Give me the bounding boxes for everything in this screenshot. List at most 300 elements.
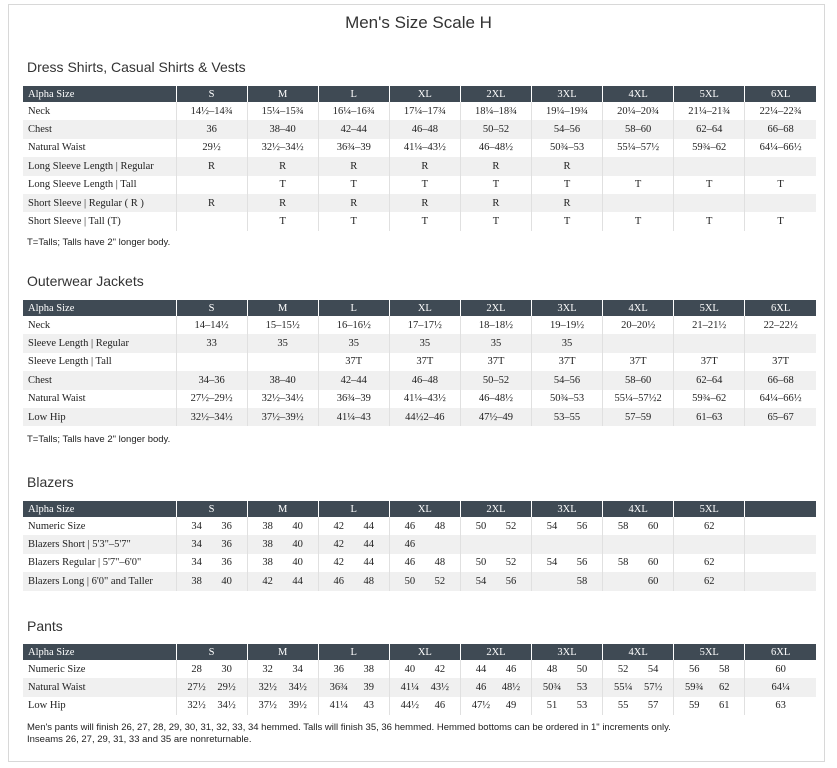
size-cell: 55¼–57½ <box>603 139 674 157</box>
table-row <box>23 517 816 535</box>
column-header-size: 5XL <box>674 644 745 660</box>
size-value: 52 <box>434 575 446 587</box>
size-cell <box>247 554 318 572</box>
size-cell <box>531 517 602 535</box>
size-value: 49 <box>505 700 517 712</box>
size-value: 56 <box>505 575 517 587</box>
size-value: 62 <box>718 682 730 694</box>
size-cell: 37T <box>745 353 816 371</box>
column-header-alpha-size: Alpha Size <box>23 86 176 102</box>
size-value: 48 <box>434 557 446 569</box>
column-header-size: L <box>318 300 389 316</box>
column-header-size: XL <box>389 300 460 316</box>
size-value: 56 <box>576 520 588 532</box>
size-cell <box>531 678 602 696</box>
size-value: 61 <box>718 700 730 712</box>
size-cell: R <box>247 157 318 175</box>
size-cell <box>389 660 460 678</box>
size-value: 43 <box>363 700 374 712</box>
row-label: Neck <box>28 105 51 117</box>
column-header-size: L <box>318 86 389 102</box>
size-cell: 19¼–19¾ <box>531 102 602 120</box>
table-row <box>23 139 816 157</box>
size-cell: 16–16½ <box>318 316 389 334</box>
size-cell <box>389 554 460 572</box>
size-cell: T <box>603 176 674 194</box>
column-header-size: 4XL <box>603 644 674 660</box>
size-cell: 58–60 <box>603 120 674 138</box>
row-label: Blazers Short | 5'3"–5'7" <box>23 535 176 553</box>
size-cell <box>674 157 745 175</box>
size-value: 42 <box>262 575 273 587</box>
size-cell: 65–67 <box>745 408 816 426</box>
size-cell: 50¾–53 <box>531 390 602 408</box>
size-value: 51 <box>546 700 558 712</box>
size-value: 32½ <box>187 700 206 712</box>
size-cell: 32½–34½ <box>247 390 318 408</box>
pants-size-table <box>23 644 816 715</box>
column-header-size <box>745 501 816 517</box>
size-value: 55 <box>617 700 629 712</box>
size-cell <box>460 678 531 696</box>
size-cell: 33 <box>176 334 247 352</box>
size-value: 41¼ <box>329 700 348 712</box>
size-cell <box>531 572 602 590</box>
size-cell <box>603 194 674 212</box>
row-label: Sleeve Length | Regular <box>23 334 176 352</box>
size-cell: 37T <box>531 353 602 371</box>
size-cell <box>247 535 318 553</box>
size-value: 48 <box>363 575 374 587</box>
size-cell: 64¼–66½ <box>745 139 816 157</box>
size-cell: 35 <box>247 334 318 352</box>
size-cell: T <box>531 176 602 194</box>
size-value: 62 <box>703 557 715 569</box>
size-cell: 35 <box>389 334 460 352</box>
size-cell: R <box>247 194 318 212</box>
size-cell: R <box>318 194 389 212</box>
table-row <box>23 678 816 696</box>
size-cell: 37T <box>460 353 531 371</box>
size-value: 29½ <box>217 682 236 694</box>
row-label: Short Sleeve | Regular ( R ) <box>23 194 176 212</box>
row-label: Sleeve Length | Tall <box>28 356 112 368</box>
table-row <box>23 535 816 553</box>
size-cell: R <box>460 194 531 212</box>
column-header-size: 2XL <box>460 644 531 660</box>
size-cell <box>603 334 674 352</box>
size-cell <box>318 678 389 696</box>
size-cell: R <box>389 194 460 212</box>
shirts-note: T=Talls; Talls have 2" longer body. <box>27 237 171 248</box>
size-cell: 37T <box>318 353 389 371</box>
size-value: 58 <box>617 557 629 569</box>
size-value <box>542 576 562 587</box>
size-value: 44 <box>363 557 374 569</box>
size-cell <box>603 572 674 590</box>
pants-note-line-2: Inseams 26, 27, 29, 31, 33 and 35 are nonreturnable. <box>27 734 252 745</box>
size-value: 53 <box>576 682 588 694</box>
size-cell <box>460 517 531 535</box>
size-cell: 19–19½ <box>531 316 602 334</box>
size-value: 50 <box>576 663 588 675</box>
size-value: 44 <box>475 663 487 675</box>
size-cell: 20¼–20¾ <box>603 102 674 120</box>
size-cell <box>176 212 247 230</box>
size-cell: T <box>389 176 460 194</box>
size-cell: 42–44 <box>318 120 389 138</box>
size-cell <box>745 157 816 175</box>
row-label: Numeric Size <box>28 663 86 675</box>
column-header-size: 6XL <box>745 644 816 660</box>
column-header-size: 5XL <box>674 501 745 517</box>
size-value: 39½ <box>288 700 307 712</box>
size-cell: 55¼–57½2 <box>603 390 674 408</box>
size-value <box>613 576 633 587</box>
size-value: 42 <box>333 557 344 569</box>
size-value: 42 <box>434 663 446 675</box>
column-header-size: 4XL <box>603 501 674 517</box>
size-cell <box>176 678 247 696</box>
table-row <box>23 660 816 678</box>
size-cell <box>745 517 816 535</box>
page-title: Men's Size Scale H <box>345 13 492 32</box>
row-label: Natural Waist <box>23 678 176 696</box>
size-cell <box>318 535 389 553</box>
size-value: 54 <box>475 575 487 587</box>
table-row <box>23 697 816 715</box>
table-row <box>23 554 816 572</box>
size-cell: 66–68 <box>745 371 816 389</box>
size-value: 42 <box>333 539 344 551</box>
size-cell <box>389 572 460 590</box>
size-cell: T <box>745 212 816 230</box>
size-cell: 50–52 <box>460 371 531 389</box>
row-label: Blazers Regular | 5'7"–6'0" <box>28 557 142 569</box>
row-label: Low Hip <box>23 408 176 426</box>
size-cell <box>318 660 389 678</box>
size-cell <box>745 697 816 715</box>
size-cell: 37½–39½ <box>247 408 318 426</box>
column-header-size: 2XL <box>460 501 531 517</box>
column-header-size: 4XL <box>603 86 674 102</box>
size-cell: R <box>460 157 531 175</box>
size-cell: T <box>674 176 745 194</box>
column-header-size: XL <box>389 501 460 517</box>
size-value: 40 <box>292 520 303 532</box>
size-cell: 37T <box>389 353 460 371</box>
size-cell: 50¾–53 <box>531 139 602 157</box>
size-value: 34 <box>191 539 202 551</box>
size-cell: T <box>745 176 816 194</box>
size-value: 32 <box>262 663 273 675</box>
table-row <box>23 120 816 138</box>
table-row <box>23 157 816 175</box>
table-row <box>23 102 816 120</box>
size-cell: 46–48 <box>389 120 460 138</box>
table-row <box>23 390 816 408</box>
size-value: 55¼ <box>613 682 633 694</box>
size-value: 34 <box>292 663 303 675</box>
row-label: Long Sleeve Length | Tall <box>28 179 137 191</box>
size-value: 30 <box>221 663 232 675</box>
outerwear-size-table <box>23 300 816 426</box>
size-cell: 53–55 <box>531 408 602 426</box>
header-row <box>23 300 816 316</box>
column-header-size: XL <box>389 644 460 660</box>
size-value: 60 <box>775 663 786 675</box>
row-label: Long Sleeve Length | Regular <box>23 157 176 175</box>
column-header-size: S <box>176 501 247 517</box>
column-header-alpha-size: Alpha Size <box>23 644 176 660</box>
size-cell: T <box>247 176 318 194</box>
size-value <box>430 539 450 550</box>
size-cell: 17¼–17¾ <box>389 102 460 120</box>
size-cell: 64¼–66½ <box>745 390 816 408</box>
size-value: 48 <box>546 663 558 675</box>
size-value: 36 <box>221 539 232 551</box>
size-cell <box>389 697 460 715</box>
size-cell: 38–40 <box>247 120 318 138</box>
size-cell <box>531 660 602 678</box>
size-cell: R <box>318 157 389 175</box>
size-value: 50 <box>475 520 487 532</box>
size-value: 58 <box>718 663 730 675</box>
size-cell <box>745 678 816 696</box>
shirts-size-table <box>23 86 816 231</box>
size-cell: 35 <box>460 334 531 352</box>
size-value: 50¾ <box>542 682 562 694</box>
size-cell <box>176 176 247 194</box>
size-cell: R <box>531 194 602 212</box>
column-header-size: 3XL <box>531 86 602 102</box>
size-cell <box>674 554 745 572</box>
size-cell: 34–36 <box>176 371 247 389</box>
size-value: 42 <box>333 520 344 532</box>
section-title-blazers: Blazers <box>27 474 74 490</box>
size-cell <box>247 572 318 590</box>
size-cell <box>318 554 389 572</box>
size-cell <box>745 334 816 352</box>
size-cell: 35 <box>531 334 602 352</box>
size-value: 52 <box>505 557 517 569</box>
size-value: 62 <box>703 575 715 587</box>
size-cell: 57–59 <box>603 408 674 426</box>
size-cell <box>674 194 745 212</box>
size-value: 27½ <box>187 682 206 694</box>
size-value: 56 <box>688 663 700 675</box>
size-value: 46 <box>333 575 344 587</box>
size-value: 63 <box>775 700 786 712</box>
size-value: 46 <box>404 520 416 532</box>
size-cell: 37T <box>603 353 674 371</box>
size-cell: 27½–29½ <box>176 390 247 408</box>
size-cell: R <box>389 157 460 175</box>
column-header-size: 4XL <box>603 300 674 316</box>
size-value: 43½ <box>430 682 450 694</box>
size-value: 58 <box>576 575 588 587</box>
size-cell: 54–56 <box>531 371 602 389</box>
size-cell <box>460 572 531 590</box>
size-cell: 66–68 <box>745 120 816 138</box>
column-header-size: M <box>247 300 318 316</box>
table-row <box>23 316 816 334</box>
size-value: 38 <box>262 520 273 532</box>
section-title-outerwear: Outerwear Jackets <box>27 273 144 289</box>
size-value: 36¾ <box>329 682 348 694</box>
header-row <box>23 86 816 102</box>
row-label: Natural Waist <box>28 142 86 154</box>
size-value: 36 <box>333 663 344 675</box>
row-label: Neck <box>28 319 51 331</box>
size-cell <box>603 517 674 535</box>
size-cell: R <box>531 157 602 175</box>
size-value: 38 <box>262 539 273 551</box>
size-value: 60 <box>647 520 659 532</box>
column-header-size: 3XL <box>531 300 602 316</box>
column-header-size: 3XL <box>531 644 602 660</box>
size-value: 64¼ <box>771 682 790 694</box>
size-cell: 16¼–16¾ <box>318 102 389 120</box>
size-cell: 18¼–18¾ <box>460 102 531 120</box>
size-cell: 22–22½ <box>745 316 816 334</box>
size-cell: 35 <box>318 334 389 352</box>
column-header-size: 2XL <box>460 300 531 316</box>
size-cell <box>603 697 674 715</box>
size-value: 60 <box>647 575 659 587</box>
size-cell <box>389 678 460 696</box>
column-header-alpha-size: Alpha Size <box>23 501 176 517</box>
size-cell <box>674 517 745 535</box>
size-cell: 36 <box>176 120 247 138</box>
size-value: 62 <box>703 520 715 532</box>
size-value: 48½ <box>501 682 521 694</box>
size-cell <box>176 660 247 678</box>
size-value: 36 <box>221 520 232 532</box>
size-value: 38 <box>191 575 202 587</box>
size-cell <box>318 697 389 715</box>
size-cell: T <box>247 212 318 230</box>
size-cell: 32½–34½ <box>247 139 318 157</box>
size-value: 46 <box>475 682 487 694</box>
size-cell <box>674 334 745 352</box>
size-cell: 32½–34½ <box>176 408 247 426</box>
size-cell: 61–63 <box>674 408 745 426</box>
size-cell <box>745 194 816 212</box>
size-cell: T <box>318 176 389 194</box>
size-value: 41¼ <box>400 682 420 694</box>
size-value: 46 <box>505 663 517 675</box>
size-cell <box>176 353 247 371</box>
size-cell: 46–48½ <box>460 390 531 408</box>
row-label: Chest <box>23 120 176 138</box>
size-cell <box>674 660 745 678</box>
column-header-size: S <box>176 300 247 316</box>
size-cell: 21¼–21¾ <box>674 102 745 120</box>
size-cell: 42–44 <box>318 371 389 389</box>
table-row <box>23 212 816 230</box>
size-cell <box>674 697 745 715</box>
size-cell: 36¾–39 <box>318 139 389 157</box>
size-cell <box>674 678 745 696</box>
size-cell <box>318 517 389 535</box>
size-value: 54 <box>647 663 659 675</box>
size-value: 34 <box>191 520 202 532</box>
size-cell <box>389 535 460 553</box>
size-value: 52 <box>617 663 629 675</box>
size-value: 48 <box>434 520 446 532</box>
size-cell: 62–64 <box>674 371 745 389</box>
size-value: 34 <box>191 557 202 569</box>
size-cell <box>460 660 531 678</box>
size-cell: 62–64 <box>674 120 745 138</box>
size-cell <box>745 554 816 572</box>
section-title-pants: Pants <box>27 618 63 634</box>
size-cell <box>603 535 674 553</box>
size-value: 57 <box>647 700 659 712</box>
size-cell: 38–40 <box>247 371 318 389</box>
size-cell <box>674 535 745 553</box>
size-value: 50 <box>475 557 487 569</box>
size-cell: 54–56 <box>531 120 602 138</box>
size-cell <box>247 678 318 696</box>
size-cell: 44½2–46 <box>389 408 460 426</box>
column-header-size: M <box>247 501 318 517</box>
column-header-size: M <box>247 644 318 660</box>
size-cell: 20–20½ <box>603 316 674 334</box>
column-header-size: 5XL <box>674 86 745 102</box>
size-value: 44 <box>292 575 303 587</box>
column-header-size: 6XL <box>745 300 816 316</box>
header-row <box>23 501 816 517</box>
size-cell: R <box>176 194 247 212</box>
size-value: 56 <box>576 557 588 569</box>
size-cell: 46–48½ <box>460 139 531 157</box>
size-value: 46 <box>404 539 416 551</box>
size-value: 53 <box>576 700 588 712</box>
size-cell <box>247 660 318 678</box>
size-cell <box>603 157 674 175</box>
size-value: 59 <box>688 700 700 712</box>
column-header-alpha-size: Alpha Size <box>23 300 176 316</box>
size-cell: T <box>531 212 602 230</box>
header-row <box>23 644 816 660</box>
section-title-shirts: Dress Shirts, Casual Shirts & Vests <box>27 59 246 75</box>
size-cell: T <box>603 212 674 230</box>
size-cell: 15¼–15¾ <box>247 102 318 120</box>
size-cell: T <box>674 212 745 230</box>
outerwear-note: T=Talls; Talls have 2" longer body. <box>27 434 171 445</box>
pants-note-line-1: Men's pants will finish 26, 27, 28, 29, 30, 31, 32, 33, 34 hemmed. Talls will finish 35, 36 hemmed. Hemmed bottoms can be ordered in 1" increments only. <box>27 722 671 733</box>
table-row <box>23 371 816 389</box>
size-value: 46 <box>404 557 416 569</box>
size-value: 59¾ <box>685 682 704 694</box>
size-cell: 21–21½ <box>674 316 745 334</box>
size-cell <box>176 697 247 715</box>
size-cell <box>531 535 602 553</box>
size-cell <box>531 554 602 572</box>
size-cell <box>460 535 531 553</box>
row-label: Short Sleeve | Tall (T) <box>28 216 121 228</box>
size-cell <box>603 554 674 572</box>
size-value: 46 <box>434 700 446 712</box>
size-value: 38 <box>262 557 273 569</box>
size-cell: 15–15½ <box>247 316 318 334</box>
table-row <box>23 353 816 371</box>
row-label: Low Hip <box>28 700 66 712</box>
size-cell <box>745 572 816 590</box>
size-value: 52 <box>505 520 517 532</box>
